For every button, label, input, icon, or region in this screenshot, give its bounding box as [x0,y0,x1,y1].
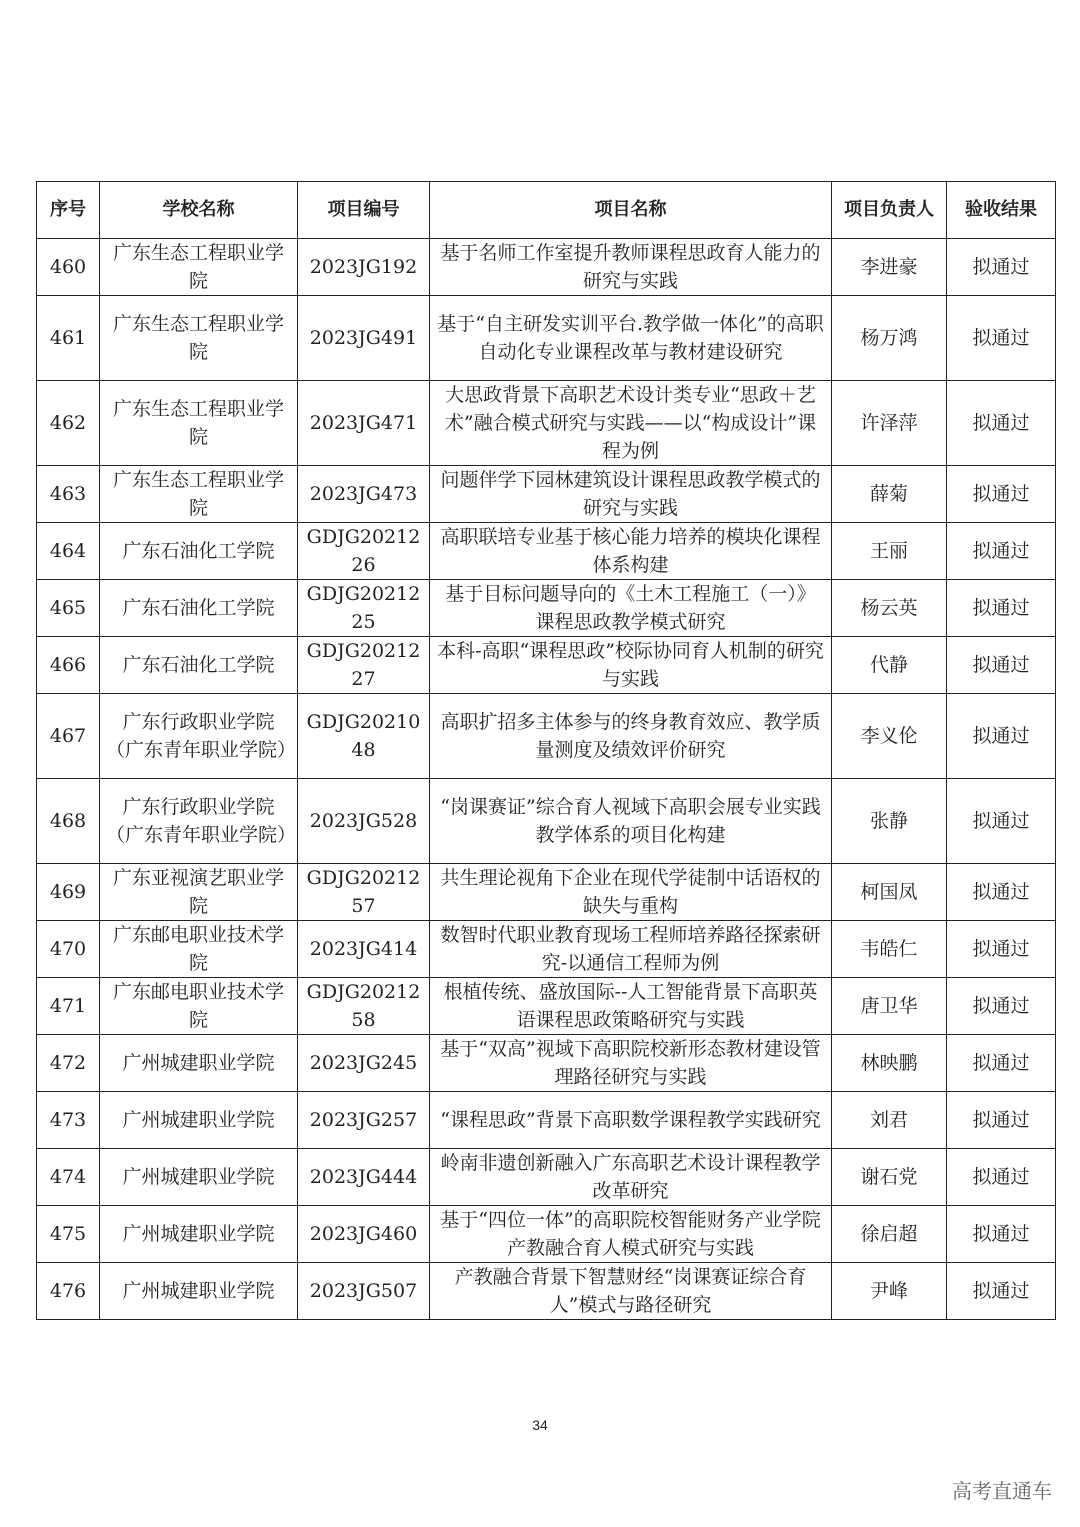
project-title: 共生理论视角下企业在现代学徒制中话语权的缺失与重构 [430,864,832,921]
project-title: 基于“自主研发实训平台.教学做一体化”的高职自动化专业课程改革与教材建设研究 [430,296,832,381]
watermark: 高考直通车 [952,1479,1052,1503]
table-row [37,580,1056,637]
project-lead: 许泽萍 [832,381,947,466]
row-no: 476 [37,1263,100,1320]
school-name: 广东行政职业学院（广东青年职业学院） [100,779,298,864]
school-name: 广州城建职业学院 [100,1149,298,1206]
header-code: 项目编号 [298,182,430,239]
school-name: 广东石油化工学院 [100,580,298,637]
acceptance-result: 拟通过 [947,978,1056,1035]
project-lead: 唐卫华 [832,978,947,1035]
acceptance-result: 拟通过 [947,694,1056,779]
project-lead: 代静 [832,637,947,694]
project-title: 基于“双高”视域下高职院校新形态教材建设管理路径研究与实践 [430,1035,832,1092]
school-name: 广州城建职业学院 [100,1092,298,1149]
project-code: 2023JG491 [298,296,430,381]
project-lead: 张静 [832,779,947,864]
header-row [37,182,1056,239]
project-lead: 杨万鸿 [832,296,947,381]
row-no: 473 [37,1092,100,1149]
project-lead: 尹峰 [832,1263,947,1320]
project-code: GDJG2021225 [298,580,430,637]
table-row [37,864,1056,921]
project-title: 岭南非遗创新融入广东高职艺术设计课程教学改革研究 [430,1149,832,1206]
project-title: 基于“四位一体”的高职院校智能财务产业学院产教融合育人模式研究与实践 [430,1206,832,1263]
header-result: 验收结果 [947,182,1056,239]
project-title: 高职扩招多主体参与的终身教育效应、教学质量测度及绩效评价研究 [430,694,832,779]
project-code: GDJG2021227 [298,637,430,694]
row-no: 468 [37,779,100,864]
project-code: GDJG2021257 [298,864,430,921]
project-lead: 林映鹏 [832,1035,947,1092]
row-no: 474 [37,1149,100,1206]
acceptance-result: 拟通过 [947,296,1056,381]
header-lead: 项目负责人 [832,182,947,239]
table-row [37,1035,1056,1092]
table-row [37,1263,1056,1320]
row-no: 462 [37,381,100,466]
project-lead: 韦皓仁 [832,921,947,978]
acceptance-result: 拟通过 [947,1035,1056,1092]
header-no: 序号 [37,182,100,239]
project-table [36,181,1056,1320]
school-name: 广东生态工程职业学院 [100,381,298,466]
acceptance-result: 拟通过 [947,1263,1056,1320]
project-code: GDJG2021226 [298,523,430,580]
table-row [37,1206,1056,1263]
project-title: 高职联培专业基于核心能力培养的模块化课程体系构建 [430,523,832,580]
header-school: 学校名称 [100,182,298,239]
table-row [37,1149,1056,1206]
header-title: 项目名称 [430,182,832,239]
table-row [37,239,1056,296]
row-no: 469 [37,864,100,921]
project-title: 数智时代职业教育现场工程师培养路径探索研究-以通信工程师为例 [430,921,832,978]
table-row [37,296,1056,381]
project-title: 根植传统、盛放国际--人工智能背景下高职英语课程思政策略研究与实践 [430,978,832,1035]
row-no: 466 [37,637,100,694]
acceptance-result: 拟通过 [947,239,1056,296]
school-name: 广东邮电职业技术学院 [100,921,298,978]
project-lead: 谢石党 [832,1149,947,1206]
acceptance-result: 拟通过 [947,523,1056,580]
school-name: 广东生态工程职业学院 [100,466,298,523]
acceptance-result: 拟通过 [947,1206,1056,1263]
school-name: 广东邮电职业技术学院 [100,978,298,1035]
acceptance-result: 拟通过 [947,1092,1056,1149]
school-name: 广东石油化工学院 [100,637,298,694]
row-no: 467 [37,694,100,779]
project-code: 2023JG473 [298,466,430,523]
acceptance-result: 拟通过 [947,864,1056,921]
row-no: 464 [37,523,100,580]
project-title: 产教融合背景下智慧财经“岗课赛证综合育人”模式与路径研究 [430,1263,832,1320]
school-name: 广州城建职业学院 [100,1263,298,1320]
project-title: 本科-高职“课程思政”校际协同育人机制的研究与实践 [430,637,832,694]
acceptance-result: 拟通过 [947,381,1056,466]
project-title: 基于目标问题导向的《土木工程施工（一）》课程思政教学模式研究 [430,580,832,637]
table-row [37,523,1056,580]
project-lead: 杨云英 [832,580,947,637]
project-title: 大思政背景下高职艺术设计类专业“思政＋艺术”融合模式研究与实践——以“构成设计”课程为例 [430,381,832,466]
project-lead: 薛菊 [832,466,947,523]
table-row [37,694,1056,779]
project-code: GDJG2021258 [298,978,430,1035]
acceptance-result: 拟通过 [947,921,1056,978]
school-name: 广州城建职业学院 [100,1035,298,1092]
project-title: 基于名师工作室提升教师课程思政育人能力的研究与实践 [430,239,832,296]
project-code: 2023JG471 [298,381,430,466]
school-name: 广东亚视演艺职业学院 [100,864,298,921]
project-lead: 李义伦 [832,694,947,779]
row-no: 471 [37,978,100,1035]
row-no: 465 [37,580,100,637]
acceptance-result: 拟通过 [947,637,1056,694]
page-number: 34 [532,1417,548,1433]
table-row [37,921,1056,978]
table-row [37,1092,1056,1149]
table-row [37,381,1056,466]
project-code: 2023JG245 [298,1035,430,1092]
table-row [37,779,1056,864]
school-name: 广州城建职业学院 [100,1206,298,1263]
project-code: 2023JG257 [298,1092,430,1149]
row-no: 460 [37,239,100,296]
table-row [37,637,1056,694]
school-name: 广东石油化工学院 [100,523,298,580]
table-row [37,466,1056,523]
acceptance-result: 拟通过 [947,1149,1056,1206]
row-no: 461 [37,296,100,381]
table-row [37,978,1056,1035]
school-name: 广东生态工程职业学院 [100,239,298,296]
project-code: 2023JG192 [298,239,430,296]
project-title: “岗课赛证”综合育人视域下高职会展专业实践教学体系的项目化构建 [430,779,832,864]
project-code: 2023JG414 [298,921,430,978]
project-lead: 刘君 [832,1092,947,1149]
row-no: 463 [37,466,100,523]
project-lead: 柯国凤 [832,864,947,921]
project-code: 2023JG460 [298,1206,430,1263]
project-lead: 王丽 [832,523,947,580]
acceptance-result: 拟通过 [947,580,1056,637]
project-code: 2023JG444 [298,1149,430,1206]
project-code: 2023JG507 [298,1263,430,1320]
school-name: 广东行政职业学院（广东青年职业学院） [100,694,298,779]
row-no: 472 [37,1035,100,1092]
row-no: 470 [37,921,100,978]
project-code: GDJG2021048 [298,694,430,779]
acceptance-result: 拟通过 [947,779,1056,864]
project-title: “课程思政”背景下高职数学课程教学实践研究 [430,1092,832,1149]
acceptance-result: 拟通过 [947,466,1056,523]
school-name: 广东生态工程职业学院 [100,296,298,381]
project-lead: 李进豪 [832,239,947,296]
project-title: 问题伴学下园林建筑设计课程思政教学模式的研究与实践 [430,466,832,523]
row-no: 475 [37,1206,100,1263]
project-code: 2023JG528 [298,779,430,864]
project-lead: 徐启超 [832,1206,947,1263]
